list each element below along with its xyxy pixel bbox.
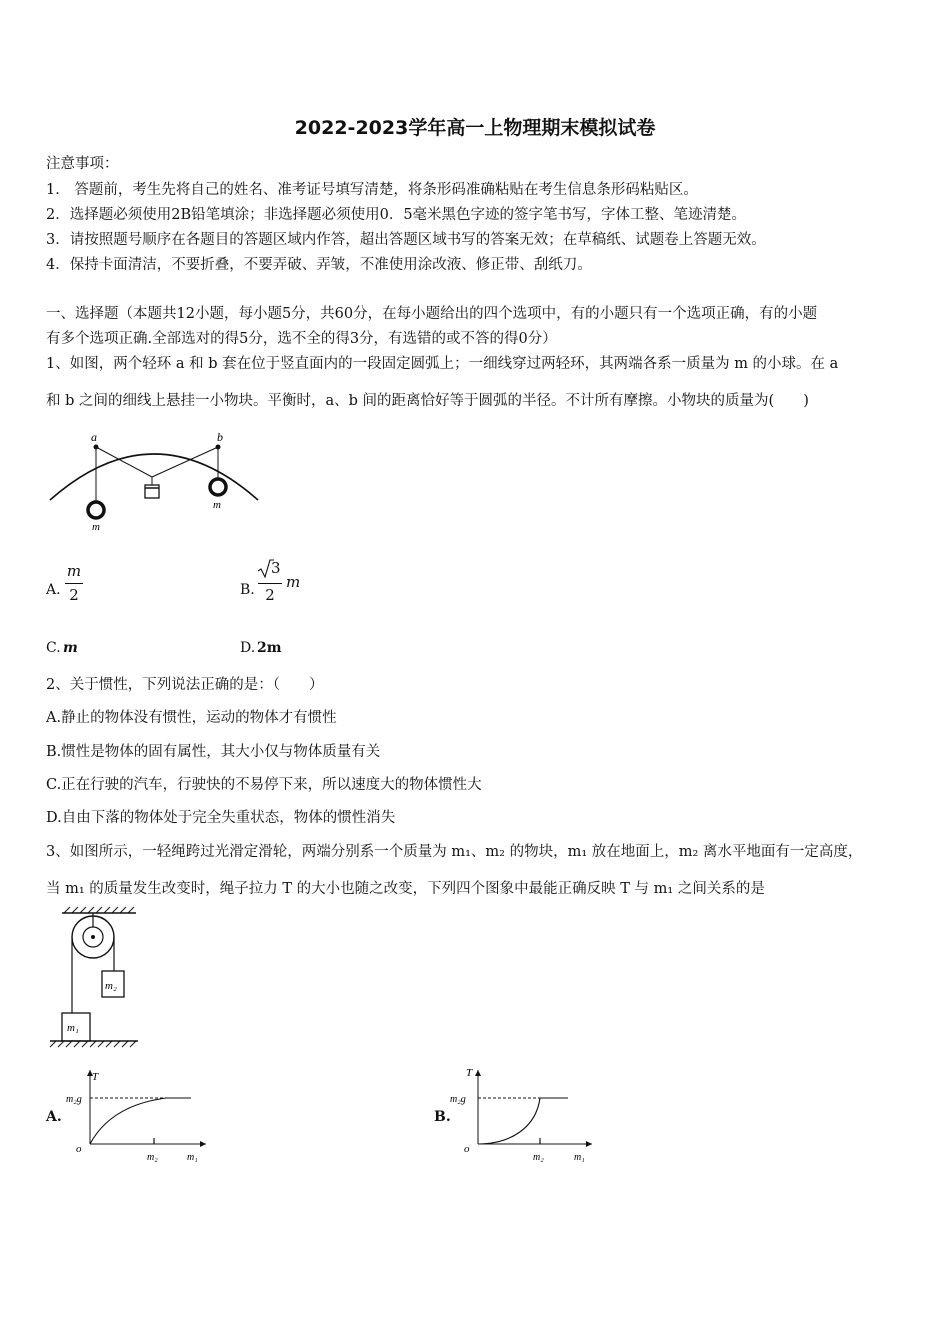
notice-item: 2．选择题必须使用2B铅笔填涂；非选择题必须使用0．5毫米黑色字迹的签字笔书写，字体工整、笔迹清楚。 — [46, 207, 747, 223]
q1-option-b-suffix: m — [286, 573, 301, 591]
graph-b-y-axis-label: T — [466, 1067, 473, 1079]
graph-b-x-axis-label: m₁ — [574, 1152, 585, 1163]
q1-option-a-numerator: m — [66, 562, 82, 580]
notice-heading: 注意事项： — [46, 156, 119, 172]
label-m-right: m — [213, 499, 221, 511]
fraction-bar — [65, 583, 83, 584]
label-m-left: m — [92, 521, 100, 533]
graph-a-origin: o — [76, 1143, 82, 1155]
notice-item: 3．请按照题号顺序在各题目的答题区域内作答，超出答题区域书写的答案无效；在草稿纸、试题卷上答题无效。 — [46, 232, 766, 248]
q3-stem-line2: 当 m₁ 的质量发生改变时，绳子拉力 T 的大小也随之改变，下列四个图象中最能正确反映 T 与 m₁ 之间关系的是 — [46, 881, 765, 897]
q2-option: A.静止的物体没有惯性，运动的物体才有惯性 — [46, 710, 337, 726]
q3-option-a-label: A. — [46, 1109, 62, 1125]
graph-b-x-mark: m₂ — [533, 1152, 544, 1163]
q3-graph-b — [450, 1062, 600, 1167]
graph-a-y-mark: m₂g — [66, 1094, 82, 1105]
q1-option-c-value: m — [63, 640, 78, 656]
graph-a-y-axis-label: T — [92, 1071, 99, 1083]
notice-item: 4．保持卡面清洁，不要折叠，不要弄破、弄皱，不准使用涂改液、修正带、刮纸刀。 — [46, 257, 592, 273]
q1-option-b-denominator: 2 — [265, 586, 275, 604]
label-m1: m₁ — [67, 1022, 79, 1034]
label-a: a — [91, 430, 97, 444]
section-header-line2: 有多个选项正确.全部选对的得5分，选不全的得3分，有选错的或不答的得0分） — [46, 331, 557, 347]
q1-option-d-label: D. — [240, 640, 256, 656]
q3-option-b-label: B. — [434, 1109, 451, 1125]
q1-option-c-label: C. — [46, 640, 61, 656]
q1-option-a-denominator: 2 — [69, 586, 79, 604]
q1-stem-line2: 和 b 之间的细线上悬挂一小物块。平衡时，a、b 间的距离恰好等于圆弧的半径。不计所有摩擦。小物块的质量为( ) — [46, 393, 809, 409]
graph-a-x-axis-label: m₁ — [187, 1152, 198, 1163]
q1-option-b-radicand: 3 — [271, 559, 281, 577]
fraction-bar — [258, 583, 282, 584]
q3-graph-a — [66, 1062, 216, 1167]
notice-item: 1． 答题前，考生先将自己的姓名、准考证号填写清楚，将条形码准确粘贴在考生信息条形码粘贴区。 — [46, 182, 698, 198]
q3-stem-line1: 3、如图所示，一轻绳跨过光滑定滑轮，两端分别系一个质量为 m₁、m₂ 的物块，m₁ 放在地面上，m₂ 离水平地面有一定高度， — [46, 844, 863, 860]
q1-option-b-label: B. — [240, 582, 255, 598]
graph-b-y-mark: m₂g — [450, 1094, 466, 1105]
graph-b-origin: o — [464, 1143, 470, 1155]
q2-option: B.惯性是物体的固有属性，其大小仅与物体质量有关 — [46, 744, 381, 760]
q1-option-a-label: A. — [46, 582, 61, 598]
q1-option-d-value: 2m — [257, 640, 282, 656]
label-m2: m₂ — [105, 980, 117, 992]
q2-stem: 2、关于惯性，下列说法正确的是：（ ） — [46, 677, 324, 693]
page-title: 2022-2023学年高一上物理期末模拟试卷 — [294, 117, 656, 139]
graph-a-x-mark: m₂ — [147, 1152, 158, 1163]
q1-arc-figure — [44, 422, 266, 534]
q2-option: D.自由下落的物体处于完全失重状态，物体的惯性消失 — [46, 810, 396, 826]
q3-pulley-figure — [46, 905, 146, 1050]
q1-stem-line1: 1、如图，两个轻环 a 和 b 套在位于竖直面内的一段固定圆弧上；一细线穿过两轻环，其两端各系一质量为 m 的小球。在 a — [46, 356, 839, 372]
q2-option: C.正在行驶的汽车，行驶快的不易停下来，所以速度大的物体惯性大 — [46, 777, 482, 793]
label-b: b — [217, 430, 223, 444]
section-header-line1: 一、选择题（本题共12小题，每小题5分，共60分，在每小题给出的四个选项中，有的小题只有一个选项正确，有的小题 — [46, 306, 818, 322]
